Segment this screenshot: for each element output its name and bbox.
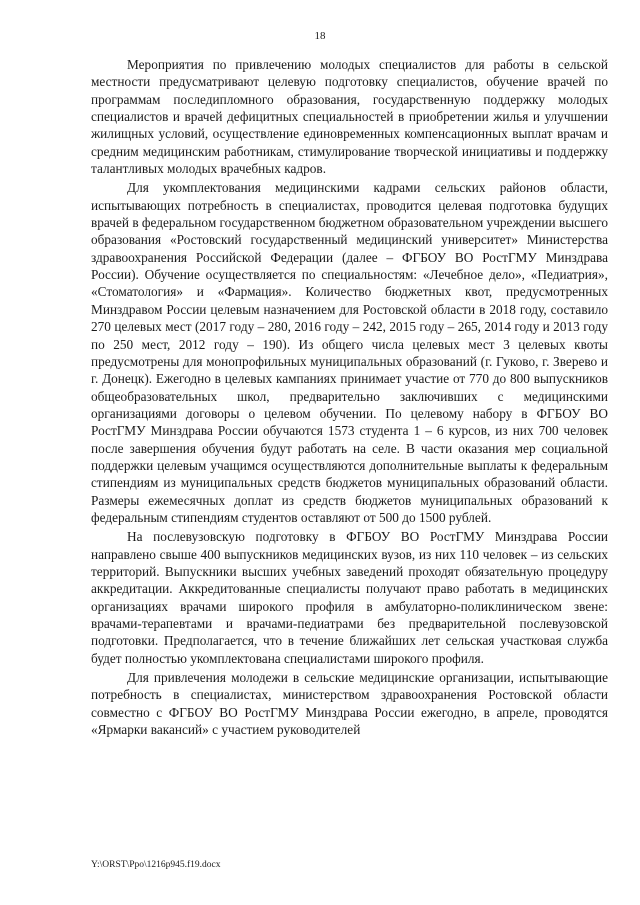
document-body xyxy=(91,56,608,738)
paragraph-postgraduate-training: На послевузовскую подготовку в ФГБОУ ВО РостГМУ Минздрава России направлено свыше 400 выпускников медицинских вузов, из них 110 человек – из сельских территорий. Выпускники высших учебных заведений проходят обязательную процедуру аккредитации. Аккредитованные специалисты получают право работать в медицинских организациях врачами широкого профиля в амбулаторно-поликлиническом звене: врачами-терапевтами и врачами-педиатрами без предварительной послевузовской подготовки. Предполагается, что в течение ближайших лет сельская участковая служба будет полностью укомплектована специалистами широкого профиля. xyxy=(91,529,608,666)
paragraph-targeted-training: Для укомплектования медицинскими кадрами сельских районов области, испытывающих потребность в специалистах, проводится целевая подготовка будущих врачей в федеральном государственном бюджетном образовательном учреждении высшего образования «Ростовский государственный медицинский университет» Министерства здравоохранения Российской Федерации (далее – ФГБОУ ВО РостГМУ Минздрава России). Обучение осуществляется по специальностям: «Лечебное дело», «Педиатрия», «Стоматология» и «Фармация». Количество бюджетных квот, предусмотренных Минздравом России целевым назначением для Ростовской области в 2018 году, составило 270 целевых мест (2017 году – 280, 2016 году – 242, 2015 году – 265, 2014 году и 2013 году по 250 мест, 2012 году – 190). Из общего числа целевых мест 3 целевых квоты предусмотрены для монопрофильных муниципальных образований (г. Гуково, г. Зверево и г. Донецк). Ежегодно в целевых кампаниях принимает участие от 770 до 800 выпускников общеобразовательных школ, предварительно заключивших с медицинскими организациями договоры о целевом обучении. По целевому набору в ФГБОУ ВО РостГМУ Минздрава России обучаются 1573 студента 1 – 6 курсов, из них 700 человек после завершения обучения будут работать на селе. В части оказания мер социальной поддержки целевым учащимся осуществляются дополнительные выплаты к федеральным стипендиям из муниципальных средств бюджетов муниципальных образований области. Размеры ежемесячных доплат из средств бюджетов муниципальных образований к федеральным стипендиям студентов оставляют от 500 до 1500 рублей. xyxy=(91,180,608,525)
footer-file-path: Y:\ORST\Ppo\1216p945.f19.docx xyxy=(91,860,221,870)
page-number: 18 xyxy=(314,30,326,42)
paragraph-job-fairs: Для привлечения молодежи в сельские медицинские организации, испытывающие потребность в специалистах, министерством здравоохранения Ростовской области совместно с ФГБОУ ВО РостГМУ Минздрава России ежегодно, в апреле, проводятся «Ярмарки вакансий» с участием руководителей xyxy=(91,670,608,738)
paragraph-recruitment-measures: Мероприятия по привлечению молодых специалистов для работы в сельской местности предусматривают целевую подготовку специалистов, обучение врачей по программам последипломного образования, государственную поддержку молодых специалистов и врачей дефицитных специальностей в приобретении жилья и улучшении жилищных условий, осуществление единовременных компенсационных выплат врачам и средним медицинским работникам, стимулирование творческой инициативы и поддержку талантливых молодых врачебных кадров. xyxy=(91,57,608,177)
